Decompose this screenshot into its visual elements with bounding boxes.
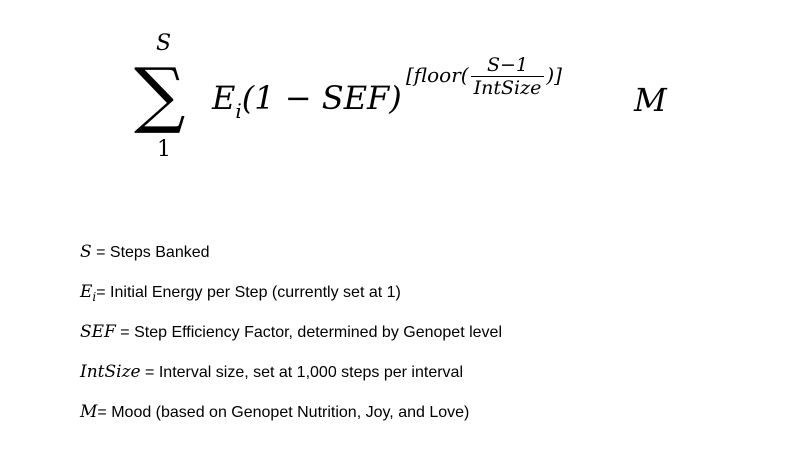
definitions-list <box>80 236 770 436</box>
definition-row <box>80 396 770 436</box>
term-base-subscript: i <box>235 99 242 123</box>
definition-row <box>80 276 770 316</box>
definition-text: = Interval size, set at 1,000 steps per interval <box>140 364 463 381</box>
definition-text: = Step Efficiency Factor, determined by Genopet level <box>115 324 502 341</box>
sum-upper-limit: S <box>156 31 172 56</box>
summation-sign: ∑ <box>134 52 186 136</box>
definition-row <box>80 316 770 356</box>
definition-row <box>80 356 770 396</box>
formula-multiplier: M <box>634 81 667 119</box>
definition-symbol: SEF <box>80 322 116 342</box>
exponent-fraction <box>471 54 545 99</box>
term-body: (1 − SEF) <box>241 79 402 117</box>
formula <box>120 28 700 178</box>
definition-text: = Steps Banked <box>91 244 210 261</box>
definition-row <box>80 236 770 276</box>
exponent-close: )] <box>546 63 562 87</box>
definition-symbol: $E_i$ <box>80 282 97 304</box>
fraction-denominator: IntSize <box>473 77 542 99</box>
definition-symbol: IntSize <box>80 362 141 382</box>
exponent-open: [floor( <box>406 63 469 87</box>
definition-text: = Initial Energy per Step (currently set at 1) <box>96 284 401 301</box>
definition-text: = Mood (based on Genopet Nutrition, Joy, and Love) <box>97 404 470 421</box>
formula-exponent <box>406 54 562 99</box>
term-base: E <box>212 79 236 117</box>
definition-symbol: S <box>80 242 92 262</box>
sum-lower-limit: 1 <box>157 137 171 162</box>
formula-term <box>212 76 402 124</box>
fraction-numerator: S−1 <box>471 54 545 77</box>
definition-symbol: M <box>80 402 98 422</box>
